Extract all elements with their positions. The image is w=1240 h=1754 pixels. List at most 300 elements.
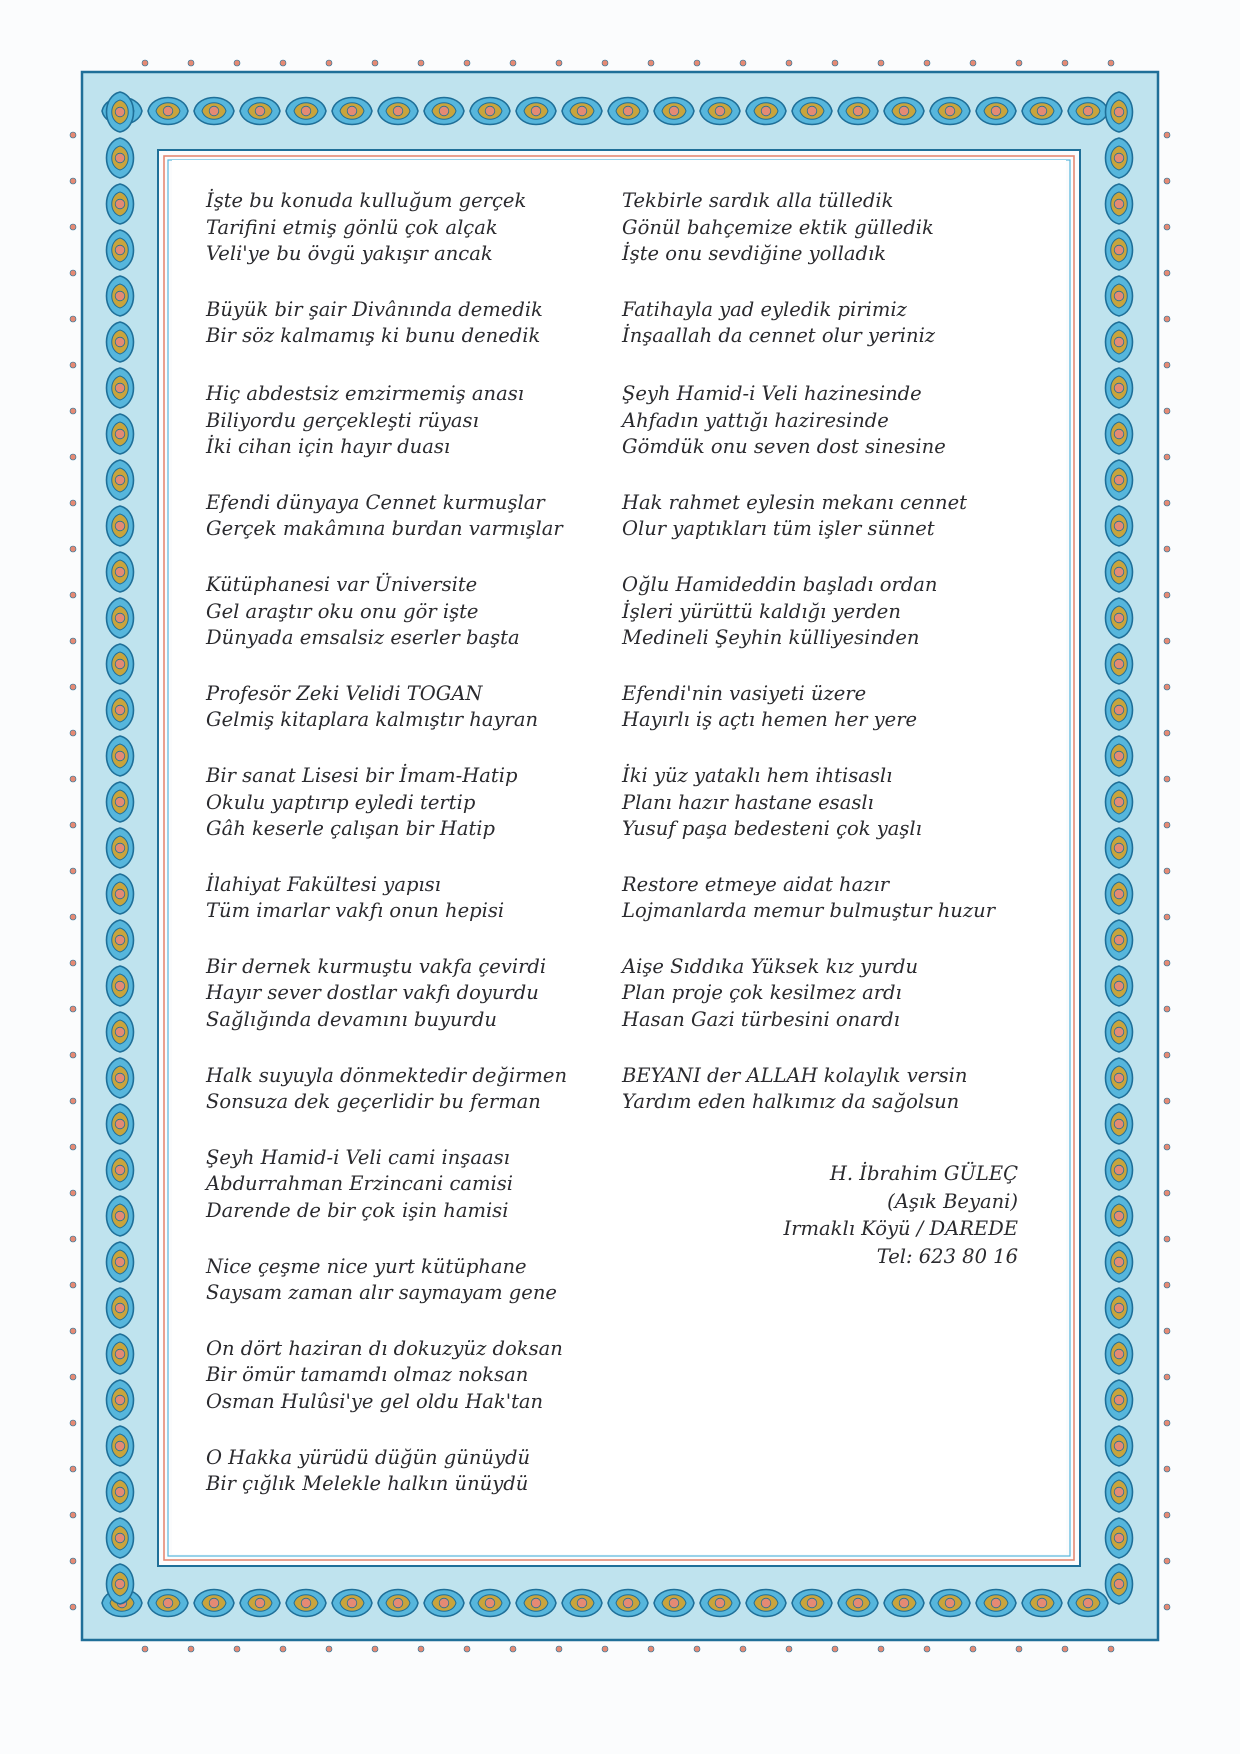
border-motif <box>1106 1058 1133 1098</box>
verse-line: Gönül bahçemize ektik gülledik <box>622 215 934 239</box>
stanza <box>622 681 1042 734</box>
border-dot <box>648 60 654 66</box>
border-motif <box>148 1590 188 1617</box>
stanza <box>622 188 1042 268</box>
verse-line: O Hakka yürüdü düğün günüydü <box>206 1445 531 1469</box>
stanza <box>206 1145 606 1225</box>
stanza <box>206 1254 606 1307</box>
border-motif <box>107 736 134 776</box>
border-motif <box>107 414 134 454</box>
border-motif <box>608 98 648 125</box>
poem-column-left <box>206 188 606 1498</box>
border-motif <box>470 1590 510 1617</box>
border-dot <box>740 1646 746 1652</box>
verse-line: Profesör Zeki Velidi TOGAN <box>206 681 483 705</box>
stanza <box>622 763 1042 843</box>
border-motif <box>107 1564 134 1604</box>
border-motif <box>1106 1196 1133 1236</box>
border-dot <box>1062 1646 1068 1652</box>
border-motif <box>107 276 134 316</box>
verse-line: Plan proje çok kesilmez ardı <box>622 981 902 1005</box>
verse-line: Aişe Sıddıka Yüksek kız yurdu <box>622 954 919 978</box>
verse-line: Gâh keserle çalışan bir Hatip <box>206 817 495 841</box>
border-motif <box>378 98 418 125</box>
verse-line: Bir sanat Lisesi bir İmam-Hatip <box>206 763 518 787</box>
border-dot <box>70 1466 76 1472</box>
border-motif <box>1106 552 1133 592</box>
border-motif <box>1106 1426 1133 1466</box>
border-motif <box>1106 690 1133 730</box>
border-motif <box>194 1590 234 1617</box>
verse-line: Sağlığında devamını buyurdu <box>206 1008 497 1032</box>
border-dot <box>1164 1282 1170 1288</box>
border-motif <box>1106 1334 1133 1374</box>
border-motif <box>107 1472 134 1512</box>
border-dot <box>878 60 884 66</box>
border-dot <box>372 1646 378 1652</box>
verse-line: Gerçek makâmına burdan varmışlar <box>206 517 563 541</box>
border-motif <box>107 368 134 408</box>
border-dot <box>602 60 608 66</box>
border-motif <box>746 98 786 125</box>
author-pen-name: (Aşık Beyani) <box>887 1189 1018 1213</box>
border-dot <box>418 60 424 66</box>
border-dot <box>1164 1236 1170 1242</box>
border-dot <box>280 60 286 66</box>
border-motif <box>976 98 1016 125</box>
border-dot <box>1164 362 1170 368</box>
border-motif <box>654 1590 694 1617</box>
border-motif <box>884 98 924 125</box>
border-motif <box>107 1380 134 1420</box>
verse-line: Saysam zaman alır saymayam gene <box>206 1281 557 1305</box>
border-dot <box>1164 132 1170 138</box>
border-dot <box>70 1558 76 1564</box>
stanza <box>206 188 606 268</box>
border-dot <box>510 1646 516 1652</box>
border-dot <box>70 500 76 506</box>
verse-line: Halk suyuyla dönmektedir değirmen <box>206 1063 567 1087</box>
border-motif <box>1106 1564 1133 1604</box>
border-dot <box>70 1282 76 1288</box>
border-motif <box>107 138 134 178</box>
border-dot <box>70 960 76 966</box>
border-motif <box>107 1058 134 1098</box>
border-dot <box>70 1144 76 1150</box>
border-motif <box>107 782 134 822</box>
border-dot <box>1164 638 1170 644</box>
border-motif <box>700 1590 740 1617</box>
border-dot <box>970 60 976 66</box>
border-motif <box>107 1426 134 1466</box>
border-dot <box>326 1646 332 1652</box>
border-motif <box>1106 230 1133 270</box>
stanza <box>206 1445 606 1498</box>
verse-line: BEYANI der ALLAH kolaylık versin <box>622 1063 968 1087</box>
border-dot <box>70 822 76 828</box>
verse-line: Ahfadın yattığı haziresinde <box>622 408 889 432</box>
verse-line: Bir dernek kurmuştu vakfa çevirdi <box>206 954 547 978</box>
verse-line: İşleri yürüttü kaldığı yerden <box>622 599 901 623</box>
border-dot <box>1164 868 1170 874</box>
border-dot <box>556 60 562 66</box>
border-dot <box>372 60 378 66</box>
border-motif <box>1068 1590 1108 1617</box>
border-motif <box>1106 1012 1133 1052</box>
poem-column-right <box>622 188 1042 1116</box>
border-dot <box>70 454 76 460</box>
verse-line: Bir çığlık Melekle halkın ünüydü <box>206 1472 529 1496</box>
border-dot <box>70 1190 76 1196</box>
border-motif <box>1106 1242 1133 1282</box>
border-motif <box>1106 874 1133 914</box>
stanza <box>206 1336 606 1416</box>
border-motif <box>107 828 134 868</box>
border-motif <box>838 1590 878 1617</box>
border-dot <box>1164 178 1170 184</box>
border-dot <box>70 224 76 230</box>
border-dot <box>70 1328 76 1334</box>
border-motif <box>1106 460 1133 500</box>
verse-line: Dünyada emsalsiz eserler başta <box>206 626 520 650</box>
border-motif <box>1106 828 1133 868</box>
border-motif <box>107 230 134 270</box>
border-motif <box>240 1590 280 1617</box>
border-dot <box>1164 1558 1170 1564</box>
verse-line: Tüm imarlar vakfı onun hepisi <box>206 899 505 923</box>
border-motif <box>1106 598 1133 638</box>
border-dot <box>70 408 76 414</box>
border-dot <box>70 1098 76 1104</box>
verse-line: Hayırlı iş açtı hemen her yere <box>622 708 918 732</box>
stanza <box>206 490 606 543</box>
border-dot <box>70 868 76 874</box>
border-motif <box>1106 782 1133 822</box>
border-dot <box>740 60 746 66</box>
verse-line: Restore etmeye aidat hazır <box>622 872 890 896</box>
border-motif <box>1106 1104 1133 1144</box>
border-dot <box>1164 1052 1170 1058</box>
verse-line: Planı hazır hastane esaslı <box>622 790 874 814</box>
border-motif <box>1106 736 1133 776</box>
border-dot <box>70 1052 76 1058</box>
border-dot <box>1164 1374 1170 1380</box>
verse-line: İşte onu sevdiğine yolladık <box>622 242 887 266</box>
border-dot <box>1164 224 1170 230</box>
border-motif <box>1106 1380 1133 1420</box>
border-dot <box>694 60 700 66</box>
verse-line: Olur yaptıkları tüm işler sünnet <box>622 517 935 541</box>
stanza <box>206 1063 606 1116</box>
border-motif <box>107 1242 134 1282</box>
border-dot <box>1164 960 1170 966</box>
border-motif <box>107 1012 134 1052</box>
border-motif <box>148 98 188 125</box>
stanza <box>622 490 1042 543</box>
border-motif <box>286 98 326 125</box>
signature-block <box>784 1160 1018 1270</box>
stanza <box>206 872 606 925</box>
verse-line: Nice çeşme nice yurt kütüphane <box>206 1254 527 1278</box>
verse-line: Hiç abdestsiz emzirmemiş anası <box>206 381 524 405</box>
border-motif <box>107 322 134 362</box>
border-dot <box>70 270 76 276</box>
verse-line: Şeyh Hamid-i Veli hazinesinde <box>622 381 922 405</box>
border-motif <box>1106 506 1133 546</box>
border-dot <box>602 1646 608 1652</box>
border-motif <box>1106 644 1133 684</box>
border-dot <box>70 132 76 138</box>
border-dot <box>326 60 332 66</box>
stanza <box>206 297 606 350</box>
border-motif <box>107 460 134 500</box>
border-dot <box>1164 1512 1170 1518</box>
border-dot <box>878 1646 884 1652</box>
border-dot <box>70 638 76 644</box>
border-motif <box>838 98 878 125</box>
border-dot <box>70 1604 76 1610</box>
verse-line: On dört haziran dı dokuzyüz doksan <box>206 1336 563 1360</box>
border-motif <box>107 1518 134 1558</box>
border-motif <box>107 92 134 132</box>
verse-line: Sonsuza dek geçerlidir bu ferman <box>206 1090 541 1114</box>
border-dot <box>142 60 148 66</box>
verse-line: Hayır sever dostlar vakfı doyurdu <box>206 981 539 1005</box>
border-motif <box>516 98 556 125</box>
border-dot <box>1164 914 1170 920</box>
border-dot <box>464 60 470 66</box>
border-motif <box>1068 98 1108 125</box>
border-motif <box>107 690 134 730</box>
verse-line: Gel araştır oku onu gör işte <box>206 599 479 623</box>
border-motif <box>930 1590 970 1617</box>
border-dot <box>1164 1144 1170 1150</box>
border-dot <box>924 1646 930 1652</box>
border-motif <box>240 98 280 125</box>
verse-line: Hasan Gazi türbesini onardı <box>622 1008 900 1032</box>
stanza <box>206 763 606 843</box>
border-motif <box>1106 1518 1133 1558</box>
border-motif <box>700 98 740 125</box>
border-motif <box>107 1150 134 1190</box>
border-motif <box>107 184 134 224</box>
border-motif <box>608 1590 648 1617</box>
verse-line: Lojmanlarda memur bulmuştur huzur <box>622 899 996 923</box>
border-motif <box>792 98 832 125</box>
border-dot <box>832 1646 838 1652</box>
border-motif <box>562 98 602 125</box>
border-motif <box>1106 276 1133 316</box>
verse-line: İki yüz yataklı hem ihtisaslı <box>622 763 893 787</box>
stanza <box>622 297 1042 350</box>
border-dot <box>70 546 76 552</box>
border-motif <box>1106 1150 1133 1190</box>
border-dot <box>970 1646 976 1652</box>
border-motif <box>107 506 134 546</box>
border-motif <box>1106 1288 1133 1328</box>
border-dot <box>694 1646 700 1652</box>
border-dot <box>786 60 792 66</box>
border-dot <box>1164 500 1170 506</box>
border-dot <box>832 60 838 66</box>
border-motif <box>1106 966 1133 1006</box>
border-motif <box>1106 920 1133 960</box>
verse-line: Yardım eden halkımız da sağolsun <box>622 1090 960 1114</box>
verse-line: Bir söz kalmamış ki bunu denedik <box>206 324 541 348</box>
border-motif <box>332 98 372 125</box>
border-motif <box>930 98 970 125</box>
border-dot <box>1164 1466 1170 1472</box>
verse-line: Biliyordu gerçekleşti rüyası <box>206 408 479 432</box>
border-dot <box>70 178 76 184</box>
border-motif <box>1022 98 1062 125</box>
border-dot <box>1164 546 1170 552</box>
border-dot <box>280 1646 286 1652</box>
verse-line: Yusuf paşa bedesteni çok yaşlı <box>622 817 922 841</box>
border-dot <box>188 60 194 66</box>
border-dot <box>1108 1646 1114 1652</box>
verse-line: İnşaallah da cennet olur yeriniz <box>622 324 936 348</box>
border-motif <box>107 1104 134 1144</box>
border-dot <box>1062 60 1068 66</box>
border-dot <box>1164 1098 1170 1104</box>
verse-line: Hak rahmet eylesin mekanı cennet <box>622 490 967 514</box>
border-motif <box>1022 1590 1062 1617</box>
verse-line: İşte bu konuda kulluğum gerçek <box>206 189 527 212</box>
border-motif <box>562 1590 602 1617</box>
verse-line: Abdurrahman Erzincani camisi <box>206 1172 513 1196</box>
border-dot <box>1164 776 1170 782</box>
border-dot <box>188 1646 194 1652</box>
border-motif <box>1106 184 1133 224</box>
border-motif <box>424 1590 464 1617</box>
border-dot <box>142 1646 148 1652</box>
border-dot <box>70 684 76 690</box>
border-motif <box>1106 414 1133 454</box>
border-dot <box>1164 408 1170 414</box>
border-motif <box>792 1590 832 1617</box>
border-dot <box>1164 1328 1170 1334</box>
border-dot <box>70 1006 76 1012</box>
border-dot <box>1164 1420 1170 1426</box>
stanza <box>622 872 1042 925</box>
border-dot <box>786 1646 792 1652</box>
border-motif <box>1106 92 1133 132</box>
border-motif <box>746 1590 786 1617</box>
border-dot <box>70 362 76 368</box>
border-motif <box>654 98 694 125</box>
border-dot <box>70 1512 76 1518</box>
stanza <box>206 681 606 734</box>
verse-line: Şeyh Hamid-i Veli cami inşaası <box>206 1145 510 1169</box>
author-phone: Tel: 623 80 16 <box>876 1244 1018 1268</box>
border-dot <box>70 592 76 598</box>
verse-line: İki cihan için hayır duası <box>206 435 451 459</box>
border-motif <box>378 1590 418 1617</box>
border-dot <box>1164 316 1170 322</box>
border-dot <box>1164 1006 1170 1012</box>
border-dot <box>1108 60 1114 66</box>
verse-line: Darende de bir çok işin hamisi <box>206 1199 509 1223</box>
border-dot <box>1164 1190 1170 1196</box>
verse-line: Tekbirle sardık alla tülledik <box>622 189 894 212</box>
stanza <box>206 954 606 1034</box>
verse-line: Büyük bir şair Divânında demedik <box>206 297 543 321</box>
stanza <box>622 954 1042 1034</box>
border-dot <box>70 776 76 782</box>
verse-line: Osman Hulûsi'ye gel oldu Hak'tan <box>206 1390 544 1413</box>
border-dot <box>1164 730 1170 736</box>
border-dot <box>510 60 516 66</box>
border-dot <box>1164 822 1170 828</box>
border-motif <box>332 1590 372 1617</box>
border-motif <box>516 1590 556 1617</box>
author-location: Irmaklı Köyü / DAREDE <box>783 1217 1018 1240</box>
verse-line: Gelmiş kitaplara kalmıştır hayran <box>206 708 539 732</box>
border-dot <box>1164 454 1170 460</box>
author-name: H. İbrahim GÜLEÇ <box>829 1162 1018 1185</box>
stanza <box>206 572 606 652</box>
border-motif <box>107 966 134 1006</box>
border-motif <box>107 874 134 914</box>
border-dot <box>418 1646 424 1652</box>
border-dot <box>464 1646 470 1652</box>
border-motif <box>286 1590 326 1617</box>
border-dot <box>234 1646 240 1652</box>
stanza <box>622 1063 1042 1116</box>
border-dot <box>648 1646 654 1652</box>
border-motif <box>1106 368 1133 408</box>
border-dot <box>1164 592 1170 598</box>
border-dot <box>556 1646 562 1652</box>
verse-line: İlahiyat Fakültesi yapısı <box>206 872 441 896</box>
verse-line: Medineli Şeyhin külliyesinden <box>622 626 920 650</box>
verse-line: Fatihayla yad eyledik pirimiz <box>622 297 907 321</box>
border-dot <box>1164 684 1170 690</box>
border-dot <box>70 1236 76 1242</box>
border-dot <box>1016 60 1022 66</box>
border-dot <box>1016 1646 1022 1652</box>
border-motif <box>107 1196 134 1236</box>
border-dot <box>234 60 240 66</box>
border-motif <box>1106 1472 1133 1512</box>
border-motif <box>107 644 134 684</box>
verse-line: Kütüphanesi var Üniversite <box>206 572 478 596</box>
border-motif <box>424 98 464 125</box>
border-dot <box>70 1420 76 1426</box>
border-motif <box>976 1590 1016 1617</box>
verse-line: Efendi dünyaya Cennet kurmuşlar <box>206 490 545 514</box>
border-motif <box>1106 322 1133 362</box>
verse-line: Okulu yaptırıp eyledi tertip <box>206 790 476 814</box>
border-motif <box>107 920 134 960</box>
stanza <box>622 381 1042 461</box>
border-dot <box>70 914 76 920</box>
verse-line: Efendi'nin vasiyeti üzere <box>622 681 867 705</box>
border-motif <box>107 1334 134 1374</box>
border-dot <box>1164 1604 1170 1610</box>
verse-line: Oğlu Hamideddin başladı ordan <box>622 572 938 596</box>
border-motif <box>107 1288 134 1328</box>
verse-line: Gömdük onu seven dost sinesine <box>622 435 946 459</box>
stanza <box>622 572 1042 652</box>
border-motif <box>194 98 234 125</box>
border-dot <box>70 730 76 736</box>
border-dot <box>924 60 930 66</box>
stanza <box>206 381 606 461</box>
border-motif <box>107 552 134 592</box>
verse-line: Tarifini etmiş gönlü çok alçak <box>206 215 498 239</box>
